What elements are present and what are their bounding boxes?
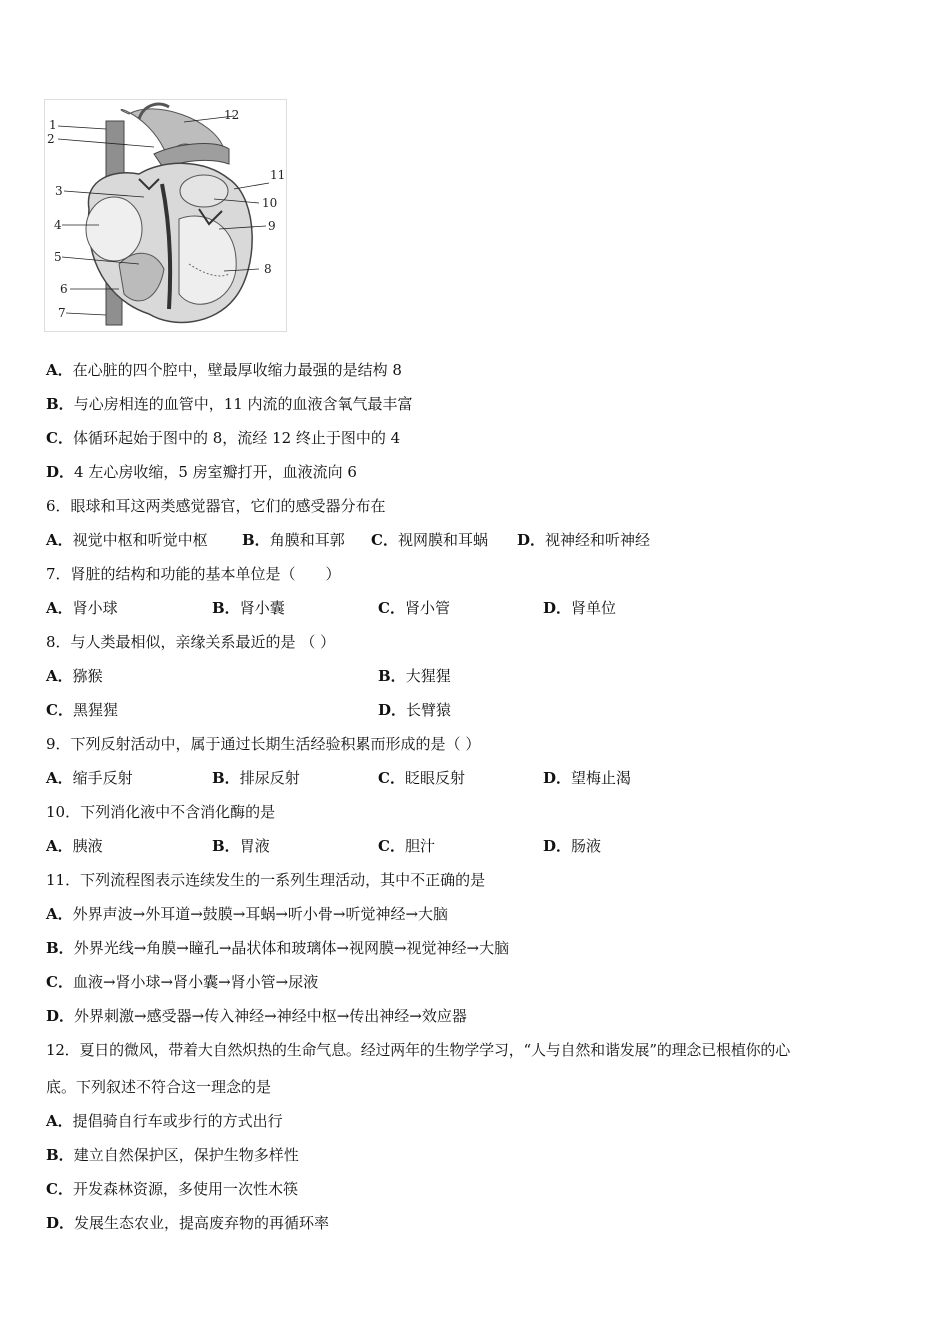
q8-stem: 8．与人类最相似，亲缘关系最近的是 （ ） [46,633,336,651]
option-text: 建立自然保护区，保护生物多样性 [73,1146,299,1164]
q12-option-d [46,1213,329,1233]
option-text: 发展生态农业，提高废弃物的再循环率 [74,1214,330,1232]
q6-option-b [242,530,345,550]
q12-option-b [46,1145,299,1165]
label-6: 6 [60,282,68,296]
left-atrium-shape [180,175,228,207]
q6-option-d [517,530,650,550]
label-8: 8 [264,262,272,276]
option-text: 胰液 [72,837,103,855]
label-7: 7 [58,306,66,320]
option-text: 肾小囊 [239,599,285,617]
option-text: 肾小管 [404,599,450,617]
q7-stem: 7．肾脏的结构和功能的基本单位是（ ） [46,565,341,583]
option-letter: B． [212,837,240,855]
q11-stem: 11．下列流程图表示连续发生的一系列生理活动，其中不正确的是 [46,871,486,889]
option-letter: B． [46,939,74,957]
option-letter: C． [46,973,73,991]
option-text: 肾小球 [72,599,118,617]
label-12: 12 [224,108,240,122]
option-letter: C． [378,599,405,617]
option-letter: A． [46,905,73,923]
q11-option-a [46,904,448,924]
q9-option-b [212,768,300,788]
option-letter: B． [378,667,406,685]
q8-option-a [46,666,103,686]
option-text: 提倡骑自行车或步行的方式出行 [72,1112,283,1130]
option-text: 4 左心房收缩，5 房室瓣打开，血液流向 6 [74,463,357,481]
option-text: 大猩猩 [405,667,451,685]
q7-option-c [378,598,450,618]
label-9: 9 [268,219,276,233]
option-letter: D． [517,531,546,549]
q9-stem: 9．下列反射活动中，属于通过长期生活经验积累而形成的是（ ） [46,735,481,753]
option-text: 望梅止渴 [571,769,632,787]
q10-option-c [378,836,435,856]
q10-stem: 10．下列消化液中不含消化酶的是 [46,803,276,821]
q5-option-c [46,428,400,448]
option-letter: D． [46,463,75,481]
label-5: 5 [54,250,62,264]
option-text: 体循环起始于图中的 8，流经 12 终止于图中的 4 [72,429,401,447]
q12-stem-line2: 底。下列叙述不符合这一理念的是 [46,1078,272,1096]
option-letter: D． [543,837,572,855]
option-text: 黑猩猩 [72,701,118,719]
option-letter: C． [371,531,398,549]
option-letter: B． [46,1146,74,1164]
q10-option-a [46,836,103,856]
label-3: 3 [55,184,63,198]
option-letter: C． [378,837,405,855]
label-11: 11 [270,168,286,182]
option-text: 视神经和听神经 [545,531,651,549]
q7-option-b [212,598,285,618]
option-letter: D． [378,701,407,719]
atrium-shape [86,197,142,261]
q12-option-c [46,1179,298,1199]
option-letter: C． [46,1180,73,1198]
q6-option-c [371,530,488,550]
q8-option-c [46,700,118,720]
option-text: 胆汁 [404,837,435,855]
q9-option-d [543,768,631,788]
option-text: 与心房相连的血管中，11 内流的血液含氧气最丰富 [73,395,413,413]
option-letter: C． [46,701,73,719]
option-letter: B． [212,599,240,617]
option-text: 在心脏的四个腔中，壁最厚收缩力最强的是结构 8 [72,361,402,379]
option-text: 外界光线→角膜→瞳孔→晶状体和玻璃体→视网膜→视觉神经→大脑 [73,939,510,957]
option-text: 排尿反射 [239,769,300,787]
option-letter: B． [46,395,74,413]
option-text: 眨眼反射 [404,769,465,787]
option-letter: A． [46,361,73,379]
option-letter: D． [46,1007,75,1025]
q6-option-a [46,530,208,550]
q11-option-b [46,938,509,958]
option-letter: C． [378,769,405,787]
option-letter: A． [46,667,73,685]
q10-option-b [212,836,270,856]
option-text: 胃液 [239,837,270,855]
q5-option-b [46,394,413,414]
option-text: 外界刺激→感受器→传入神经→神经中枢→传出神经→效应器 [74,1007,467,1025]
option-text: 血液→肾小球→肾小囊→肾小管→尿液 [72,973,319,991]
option-letter: D． [543,599,572,617]
option-letter: D． [46,1214,75,1232]
option-text: 缩手反射 [72,769,133,787]
label-2: 2 [47,132,55,146]
option-text: 肾单位 [571,599,617,617]
q12-stem-line1: 12．夏日的微风，带着大自然炽热的生命气息。经过两年的生物学学习，“人与自然和谐发展”的理念已根植你的心 [46,1041,791,1059]
q9-option-c [378,768,465,788]
option-text: 视网膜和耳蜗 [397,531,488,549]
q5-option-a [46,360,402,380]
q7-option-d [543,598,616,618]
q11-option-d [46,1006,467,1026]
label-10: 10 [262,196,278,210]
heart-diagram [44,99,287,332]
option-text: 肠液 [571,837,602,855]
q5-option-d [46,462,357,482]
q10-option-d [543,836,601,856]
option-letter: A． [46,531,73,549]
option-letter: B． [242,531,270,549]
option-text: 角膜和耳郭 [269,531,345,549]
option-text: 外界声波→外耳道→鼓膜→耳蜗→听小骨→听觉神经→大脑 [72,905,449,923]
option-letter: A． [46,1112,73,1130]
option-text: 长臂猿 [406,701,452,719]
q6-stem: 6．眼球和耳这两类感觉器官，它们的感受器分布在 [46,497,386,515]
option-letter: D． [543,769,572,787]
q8-option-b [378,666,451,686]
label-1: 1 [49,118,57,132]
label-4: 4 [54,218,62,232]
q11-option-c [46,972,318,992]
q7-option-a [46,598,118,618]
option-text: 视觉中枢和听觉中枢 [72,531,208,549]
q12-option-a [46,1111,283,1131]
q8-option-d [378,700,451,720]
q9-option-a [46,768,133,788]
option-letter: A． [46,599,73,617]
option-letter: A． [46,769,73,787]
option-text: 开发森林资源，多使用一次性木筷 [72,1180,298,1198]
option-text: 猕猴 [72,667,103,685]
option-letter: B． [212,769,240,787]
option-letter: A． [46,837,73,855]
option-letter: C． [46,429,73,447]
